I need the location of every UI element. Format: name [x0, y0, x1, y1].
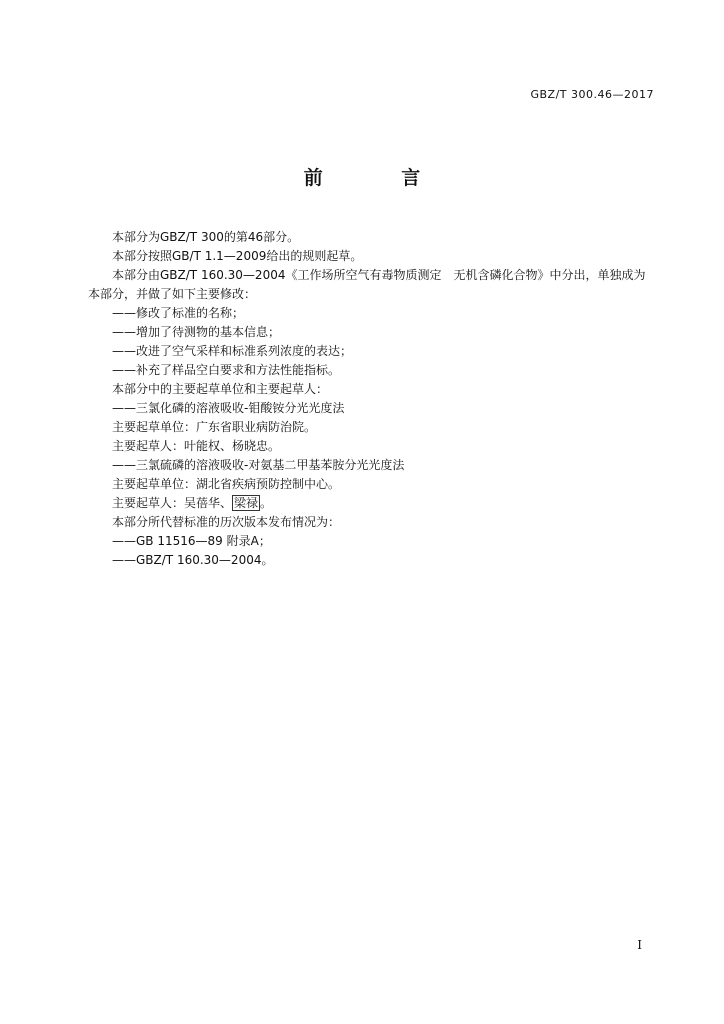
method-heading: ——三氯硫磷的溶液吸收-对氨基二甲基苯胺分光光度法	[112, 458, 405, 472]
drafting-unit: 主要起草单位：湖北省疾病预防控制中心。	[112, 477, 341, 491]
drafters: 主要起草人：叶能权、杨晓忠。	[112, 439, 281, 453]
list-item: ——补充了样品空白要求和方法性能指标。	[112, 363, 341, 377]
list-item: ——改进了空气采样和标准系列浓度的表达；	[112, 344, 353, 358]
paragraph: 本部分为GBZ/T 300的第46部分。	[112, 230, 300, 244]
drafters	[88, 494, 656, 513]
list-item: ——修改了标准的名称；	[112, 306, 245, 320]
list-item: ——增加了待测物的基本信息；	[112, 325, 281, 339]
paragraph: 本部分所代替标准的历次版本发布情况为：	[112, 515, 341, 529]
document-body	[88, 228, 656, 570]
drafting-unit: 主要起草单位：广东省职业病防治院。	[112, 420, 317, 434]
paragraph: 本部分由GBZ/T 160.30—2004《工作场所空气有毒物质测定 无机含磷化合物》中分出，单独成为本部分，并做了如下主要修改：	[88, 268, 646, 301]
drafters-suffix: 。	[260, 496, 273, 510]
standard-code: GBZ/T 300.46—2017	[530, 88, 654, 101]
list-item: ——GB 11516—89 附录A；	[112, 534, 271, 548]
page-title: 前 言	[303, 167, 457, 189]
method-heading: ——三氯化磷的溶液吸收-钼酸铵分光光度法	[112, 401, 345, 415]
boxed-name: 梁禄	[234, 496, 259, 510]
paragraph: 本部分按照GB/T 1.1—2009给出的规则起草。	[112, 249, 363, 263]
page-number: I	[637, 938, 642, 952]
paragraph: 本部分中的主要起草单位和主要起草人：	[112, 382, 329, 396]
list-item: ——GBZ/T 160.30—2004。	[112, 553, 274, 567]
drafters-prefix: 主要起草人：吴蓓华、	[112, 496, 233, 510]
